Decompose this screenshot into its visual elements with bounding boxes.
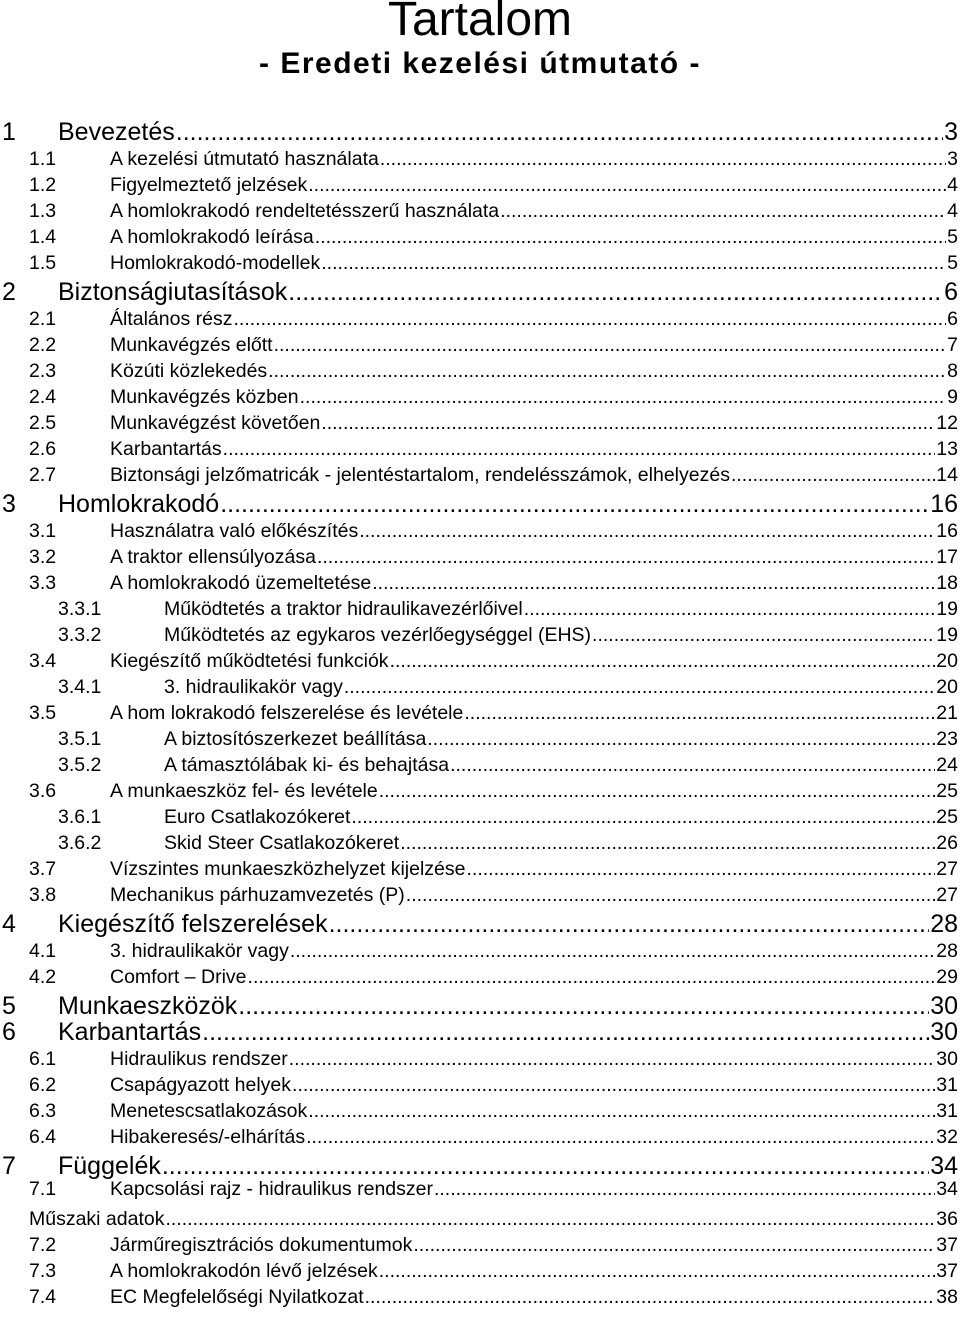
toc-entry[interactable] <box>0 438 958 464</box>
toc-dot-leader <box>289 1048 936 1071</box>
toc-entry[interactable] <box>0 624 958 650</box>
toc-dot-leader <box>238 992 929 1021</box>
toc-entry-page-number: 24 <box>936 754 958 776</box>
toc-entry-title: A kezelési útmutató használata <box>110 148 379 170</box>
toc-entry[interactable] <box>0 1208 958 1234</box>
toc-entry-title: Munkaeszközök <box>58 992 238 1020</box>
toc-entry-title: A támasztólábak ki- és behajtása <box>164 754 450 776</box>
toc-entry-page-number: 18 <box>936 572 958 594</box>
toc-chapter-entry[interactable] <box>0 490 958 520</box>
toc-entry-number: 6 <box>2 1018 16 1046</box>
toc-dot-leader <box>413 1234 935 1257</box>
toc-entry[interactable] <box>0 148 958 174</box>
toc-entry-number: 1.4 <box>29 226 57 248</box>
toc-dot-leader <box>524 598 936 621</box>
toc-entry-title: Comfort – Drive <box>110 966 247 988</box>
toc-entry-title: Figyelmeztető jelzések <box>110 174 308 196</box>
toc-entry-title: Kiegészítő felszerelések <box>58 910 328 938</box>
toc-entry-number: 3.1 <box>29 520 57 542</box>
toc-entry-page-number: 5 <box>947 226 958 248</box>
toc-entry-title: Hibakeresés/-elhárítás <box>110 1126 306 1148</box>
toc-entry-number: 6.3 <box>29 1100 57 1122</box>
toc-dot-leader <box>379 1260 936 1283</box>
toc-entry[interactable] <box>0 252 958 278</box>
toc-dot-leader <box>176 118 943 147</box>
toc-entry-page-number: 25 <box>936 806 958 828</box>
toc-dot-leader <box>290 940 935 963</box>
toc-entry-page-number: 21 <box>936 702 958 724</box>
toc-entry[interactable] <box>0 226 958 252</box>
toc-dot-leader <box>351 806 935 829</box>
toc-entry-title: Munkavégzés előtt <box>110 334 273 356</box>
toc-entry-number: 4 <box>2 910 16 938</box>
toc-entry[interactable] <box>0 360 958 386</box>
toc-dot-leader <box>379 780 936 803</box>
toc-entry[interactable] <box>0 858 958 884</box>
toc-entry-page-number: 37 <box>936 1234 958 1256</box>
toc-entry-page-number: 37 <box>936 1260 958 1282</box>
toc-dot-leader <box>390 650 936 673</box>
toc-entry[interactable] <box>0 754 958 780</box>
toc-entry-page-number: 28 <box>930 910 958 938</box>
toc-entry-number: 6.2 <box>29 1074 57 1096</box>
toc-entry-title: Működtetés a traktor hidraulikavezérlőivel <box>164 598 523 620</box>
toc-entry-number: 3.6.1 <box>58 806 102 828</box>
toc-dot-leader <box>288 278 943 307</box>
toc-entry[interactable] <box>0 702 958 728</box>
toc-entry-number: 1.2 <box>29 174 57 196</box>
toc-entry-page-number: 34 <box>936 1178 958 1200</box>
toc-entry-number: 3.7 <box>29 858 57 880</box>
toc-entry-page-number: 32 <box>936 1126 958 1148</box>
toc-entry-number: 1.3 <box>29 200 57 222</box>
toc-dot-leader <box>329 910 930 939</box>
toc-entry-title: Kiegészítő működtetési funkciók <box>110 650 389 672</box>
toc-dot-leader <box>274 334 947 357</box>
toc-entry-title: 3. hidraulikakör vagy <box>110 940 289 962</box>
toc-entry-page-number: 27 <box>936 884 958 906</box>
toc-dot-leader <box>427 728 935 751</box>
toc-entry-number: 2.5 <box>29 412 57 434</box>
toc-entry[interactable] <box>0 884 958 910</box>
page-subtitle: - Eredeti kezelési útmutató - <box>259 47 701 80</box>
toc-dot-leader <box>380 148 946 171</box>
toc-entry[interactable] <box>0 412 958 438</box>
toc-entry-number: 1.1 <box>29 148 57 170</box>
toc-entry-title: A munkaeszköz fel- és levétele <box>110 780 378 802</box>
toc-entry-title: Munkavégzés közben <box>110 386 299 408</box>
toc-entry-title: A hom lokrakodó felszerelése és levétele <box>110 702 464 724</box>
toc-entry-number: 2.1 <box>29 308 57 330</box>
toc-entry-page-number: 27 <box>936 858 958 880</box>
toc-entry-title: Biztonsági jelzőmatricák - jelentéstartalom, rendelésszámok, elhelyezés <box>110 464 730 486</box>
toc-entry[interactable] <box>0 1260 958 1286</box>
toc-entry-number: 3.5.1 <box>58 728 102 750</box>
toc-entry[interactable] <box>0 598 958 624</box>
toc-dot-leader <box>359 520 935 543</box>
toc-entry[interactable] <box>0 940 958 966</box>
toc-entry[interactable] <box>0 650 958 676</box>
toc-entry-number: 2.7 <box>29 464 57 486</box>
toc-entry-title: A homlokrakodó leírása <box>110 226 314 248</box>
toc-dot-leader <box>220 490 929 519</box>
toc-entry[interactable] <box>0 806 958 832</box>
toc-entry-page-number: 28 <box>936 940 958 962</box>
toc-entry-page-number: 3 <box>944 118 958 146</box>
toc-entry-page-number: 30 <box>930 992 958 1020</box>
toc-entry[interactable] <box>0 572 958 598</box>
toc-entry-page-number: 17 <box>936 546 958 568</box>
toc-entry[interactable] <box>0 386 958 412</box>
toc-entry[interactable] <box>0 1074 958 1100</box>
toc-entry[interactable] <box>0 1234 958 1260</box>
toc-dot-leader <box>315 226 946 249</box>
toc-dot-leader <box>467 858 936 881</box>
toc-entry-number: 2.2 <box>29 334 57 356</box>
toc-entry-number: 2.3 <box>29 360 57 382</box>
toc-entry-number: 3.3.2 <box>58 624 102 646</box>
toc-entry-number: 2 <box>2 278 16 306</box>
toc-entry-page-number: 31 <box>936 1074 958 1096</box>
toc-entry[interactable] <box>0 464 958 490</box>
toc-entry-page-number: 9 <box>947 386 958 408</box>
toc-entry[interactable] <box>0 200 958 226</box>
toc-entry-number: 7.4 <box>29 1286 57 1308</box>
toc-dot-leader <box>406 884 936 907</box>
toc-entry[interactable] <box>0 334 958 360</box>
toc-entry[interactable] <box>0 520 958 546</box>
toc-dot-leader <box>268 360 946 383</box>
toc-entry-page-number: 36 <box>936 1208 958 1230</box>
toc-entry-page-number: 29 <box>936 966 958 988</box>
toc-dot-leader <box>233 308 946 331</box>
toc-entry-title: Munkavégzést követően <box>110 412 321 434</box>
toc-entry-title: Menetescsatlakozások <box>110 1100 308 1122</box>
toc-entry[interactable] <box>0 728 958 754</box>
toc-entry-page-number: 23 <box>936 728 958 750</box>
toc-entry-title: Karbantartás <box>110 438 222 460</box>
toc-dot-leader <box>365 1286 936 1309</box>
toc-entry-title: Általános rész <box>110 308 233 330</box>
toc-dot-leader <box>321 412 935 435</box>
toc-entry-number: 1.5 <box>29 252 57 274</box>
toc-entry-page-number: 14 <box>936 464 958 486</box>
toc-entry-title: Karbantartás <box>58 1018 202 1046</box>
toc-entry-title: Homlokrakodó <box>58 490 220 518</box>
toc-entry-number: 3.2 <box>29 546 57 568</box>
toc-entry-title: Mechanikus párhuzamvezetés (P) <box>110 884 405 906</box>
toc-entry-number: 7 <box>2 1152 16 1180</box>
toc-dot-leader <box>165 1208 935 1231</box>
toc-entry-title: EC Megfelelőségi Nyilatkozat <box>110 1286 364 1308</box>
toc-entry-title: Közúti közlekedés <box>110 360 268 382</box>
toc-chapter-entry[interactable] <box>0 910 958 940</box>
toc-entry-page-number: 16 <box>936 520 958 542</box>
toc-dot-leader <box>500 200 946 223</box>
toc-entry-number: 3.3.1 <box>58 598 102 620</box>
toc-entry-page-number: 20 <box>936 676 958 698</box>
toc-entry-title: Működtetés az egykaros vezérlőegységgel (EHS) <box>164 624 592 646</box>
toc-dot-leader <box>308 174 946 197</box>
toc-dot-leader <box>308 1100 935 1123</box>
toc-entry-page-number: 38 <box>936 1286 958 1308</box>
toc-entry-page-number: 6 <box>947 308 958 330</box>
toc-dot-leader <box>292 1074 935 1097</box>
toc-entry-page-number: 20 <box>936 650 958 672</box>
toc-entry[interactable] <box>0 1286 958 1312</box>
toc-dot-leader <box>731 464 935 487</box>
toc-entry-title: A biztosítószerkezet beállítása <box>164 728 427 750</box>
toc-entry-page-number: 30 <box>936 1048 958 1070</box>
toc-dot-leader <box>248 966 936 989</box>
toc-entry-number: 7.1 <box>29 1178 57 1200</box>
toc-entry-number: 5 <box>2 992 16 1020</box>
toc-entry-page-number: 4 <box>947 174 958 196</box>
toc-entry-page-number: 25 <box>936 780 958 802</box>
toc-dot-leader <box>321 252 946 275</box>
toc-entry-page-number: 5 <box>947 252 958 274</box>
toc-entry-title: Használatra való előkészítés <box>110 520 359 542</box>
toc-entry-page-number: 6 <box>944 278 958 306</box>
toc-entry[interactable] <box>0 1048 958 1074</box>
toc-entry-number: 3 <box>2 490 16 518</box>
toc-entry-number: 3.5 <box>29 702 57 724</box>
toc-entry-title: Kapcsolási rajz - hidraulikus rendszer <box>110 1178 433 1200</box>
toc-entry-title: A homlokrakodó rendeltetésszerű használata <box>110 200 500 222</box>
toc-entry-page-number: 19 <box>936 624 958 646</box>
toc-entry-title: A homlokrakodón lévő jelzések <box>110 1260 378 1282</box>
toc-entry-title: Skid Steer Csatlakozókeret <box>164 832 400 854</box>
toc-entry-title: Járműregisztrációs dokumentumok <box>110 1234 413 1256</box>
toc-entry-title: Műszaki adatok <box>29 1208 165 1230</box>
toc-entry-number: 2.6 <box>29 438 57 460</box>
toc-entry-title: 3. hidraulikakör vagy <box>164 676 343 698</box>
toc-entry-title: Bevezetés <box>58 118 175 146</box>
toc-entry[interactable] <box>0 546 958 572</box>
toc-entry-number: 3.6.2 <box>58 832 102 854</box>
toc-entry[interactable] <box>0 966 958 992</box>
page-title: Tartalom <box>387 0 573 46</box>
toc-entry[interactable] <box>0 1126 958 1152</box>
toc-dot-leader <box>223 438 936 461</box>
toc-entry-title: A homlokrakodó üzemeltetése <box>110 572 372 594</box>
toc-entry-number: 4.2 <box>29 966 57 988</box>
toc-dot-leader <box>592 624 935 647</box>
toc-entry-title: Homlokrakodó-modellek <box>110 252 321 274</box>
toc-entry-page-number: 12 <box>936 412 958 434</box>
toc-entry-number: 2.4 <box>29 386 57 408</box>
toc-entry[interactable] <box>0 676 958 702</box>
toc-dot-leader <box>344 676 935 699</box>
toc-entry[interactable] <box>0 1100 958 1126</box>
toc-chapter-entry[interactable] <box>0 278 958 308</box>
toc-entry-title: Euro Csatlakozókeret <box>164 806 351 828</box>
toc-entry-page-number: 19 <box>936 598 958 620</box>
toc-entry[interactable] <box>0 308 958 334</box>
toc-entry[interactable] <box>0 780 958 806</box>
toc-entry-title: A traktor ellensúlyozása <box>110 546 316 568</box>
toc-chapter-entry[interactable] <box>0 1018 958 1048</box>
toc-entry-number: 7.2 <box>29 1234 57 1256</box>
toc-entry-title: Csapágyazott helyek <box>110 1074 292 1096</box>
toc-entry-page-number: 26 <box>936 832 958 854</box>
toc-entry-number: 3.4.1 <box>58 676 102 698</box>
toc-dot-leader <box>434 1178 935 1201</box>
toc-entry-page-number: 16 <box>930 490 958 518</box>
toc-entry-number: 1 <box>2 118 16 146</box>
toc-entry-page-number: 8 <box>947 360 958 382</box>
toc-dot-leader <box>450 754 935 777</box>
toc-entry[interactable] <box>0 174 958 200</box>
toc-entry-number: 3.6 <box>29 780 57 802</box>
toc-entry-number: 3.3 <box>29 572 57 594</box>
toc-entry-number: 6.1 <box>29 1048 57 1070</box>
toc-entry-page-number: 3 <box>947 148 958 170</box>
toc-entry-number: 3.8 <box>29 884 57 906</box>
toc-entry-title: Vízszintes munkaeszközhelyzet kijelzése <box>110 858 466 880</box>
toc-entry-page-number: 7 <box>947 334 958 356</box>
toc-dot-leader <box>202 1018 929 1047</box>
toc-entry-title: Függelék <box>58 1152 161 1180</box>
toc-dot-leader <box>464 702 935 725</box>
toc-dot-leader <box>162 1152 929 1181</box>
toc-dot-leader <box>400 832 935 855</box>
toc-entry[interactable] <box>0 832 958 858</box>
toc-dot-leader <box>317 546 935 569</box>
toc-entry-page-number: 13 <box>936 438 958 460</box>
toc-entry-number: 3.5.2 <box>58 754 102 776</box>
toc-dot-leader <box>306 1126 935 1149</box>
toc-dot-leader <box>372 572 935 595</box>
toc-entry-page-number: 31 <box>936 1100 958 1122</box>
toc-dot-leader <box>300 386 947 409</box>
toc-entry-number: 4.1 <box>29 940 57 962</box>
toc-chapter-entry[interactable] <box>0 118 958 148</box>
toc-entry-number: 6.4 <box>29 1126 57 1148</box>
toc-entry-title: Biztonságiutasítások <box>58 278 288 306</box>
toc-entry-title: Hidraulikus rendszer <box>110 1048 288 1070</box>
toc-entry-page-number: 34 <box>930 1152 958 1180</box>
toc-entry-page-number: 4 <box>947 200 958 222</box>
toc-entry-number: 7.3 <box>29 1260 57 1282</box>
toc-entry-page-number: 30 <box>930 1018 958 1046</box>
toc-entry-number: 3.4 <box>29 650 57 672</box>
toc-entry[interactable] <box>0 1178 958 1204</box>
